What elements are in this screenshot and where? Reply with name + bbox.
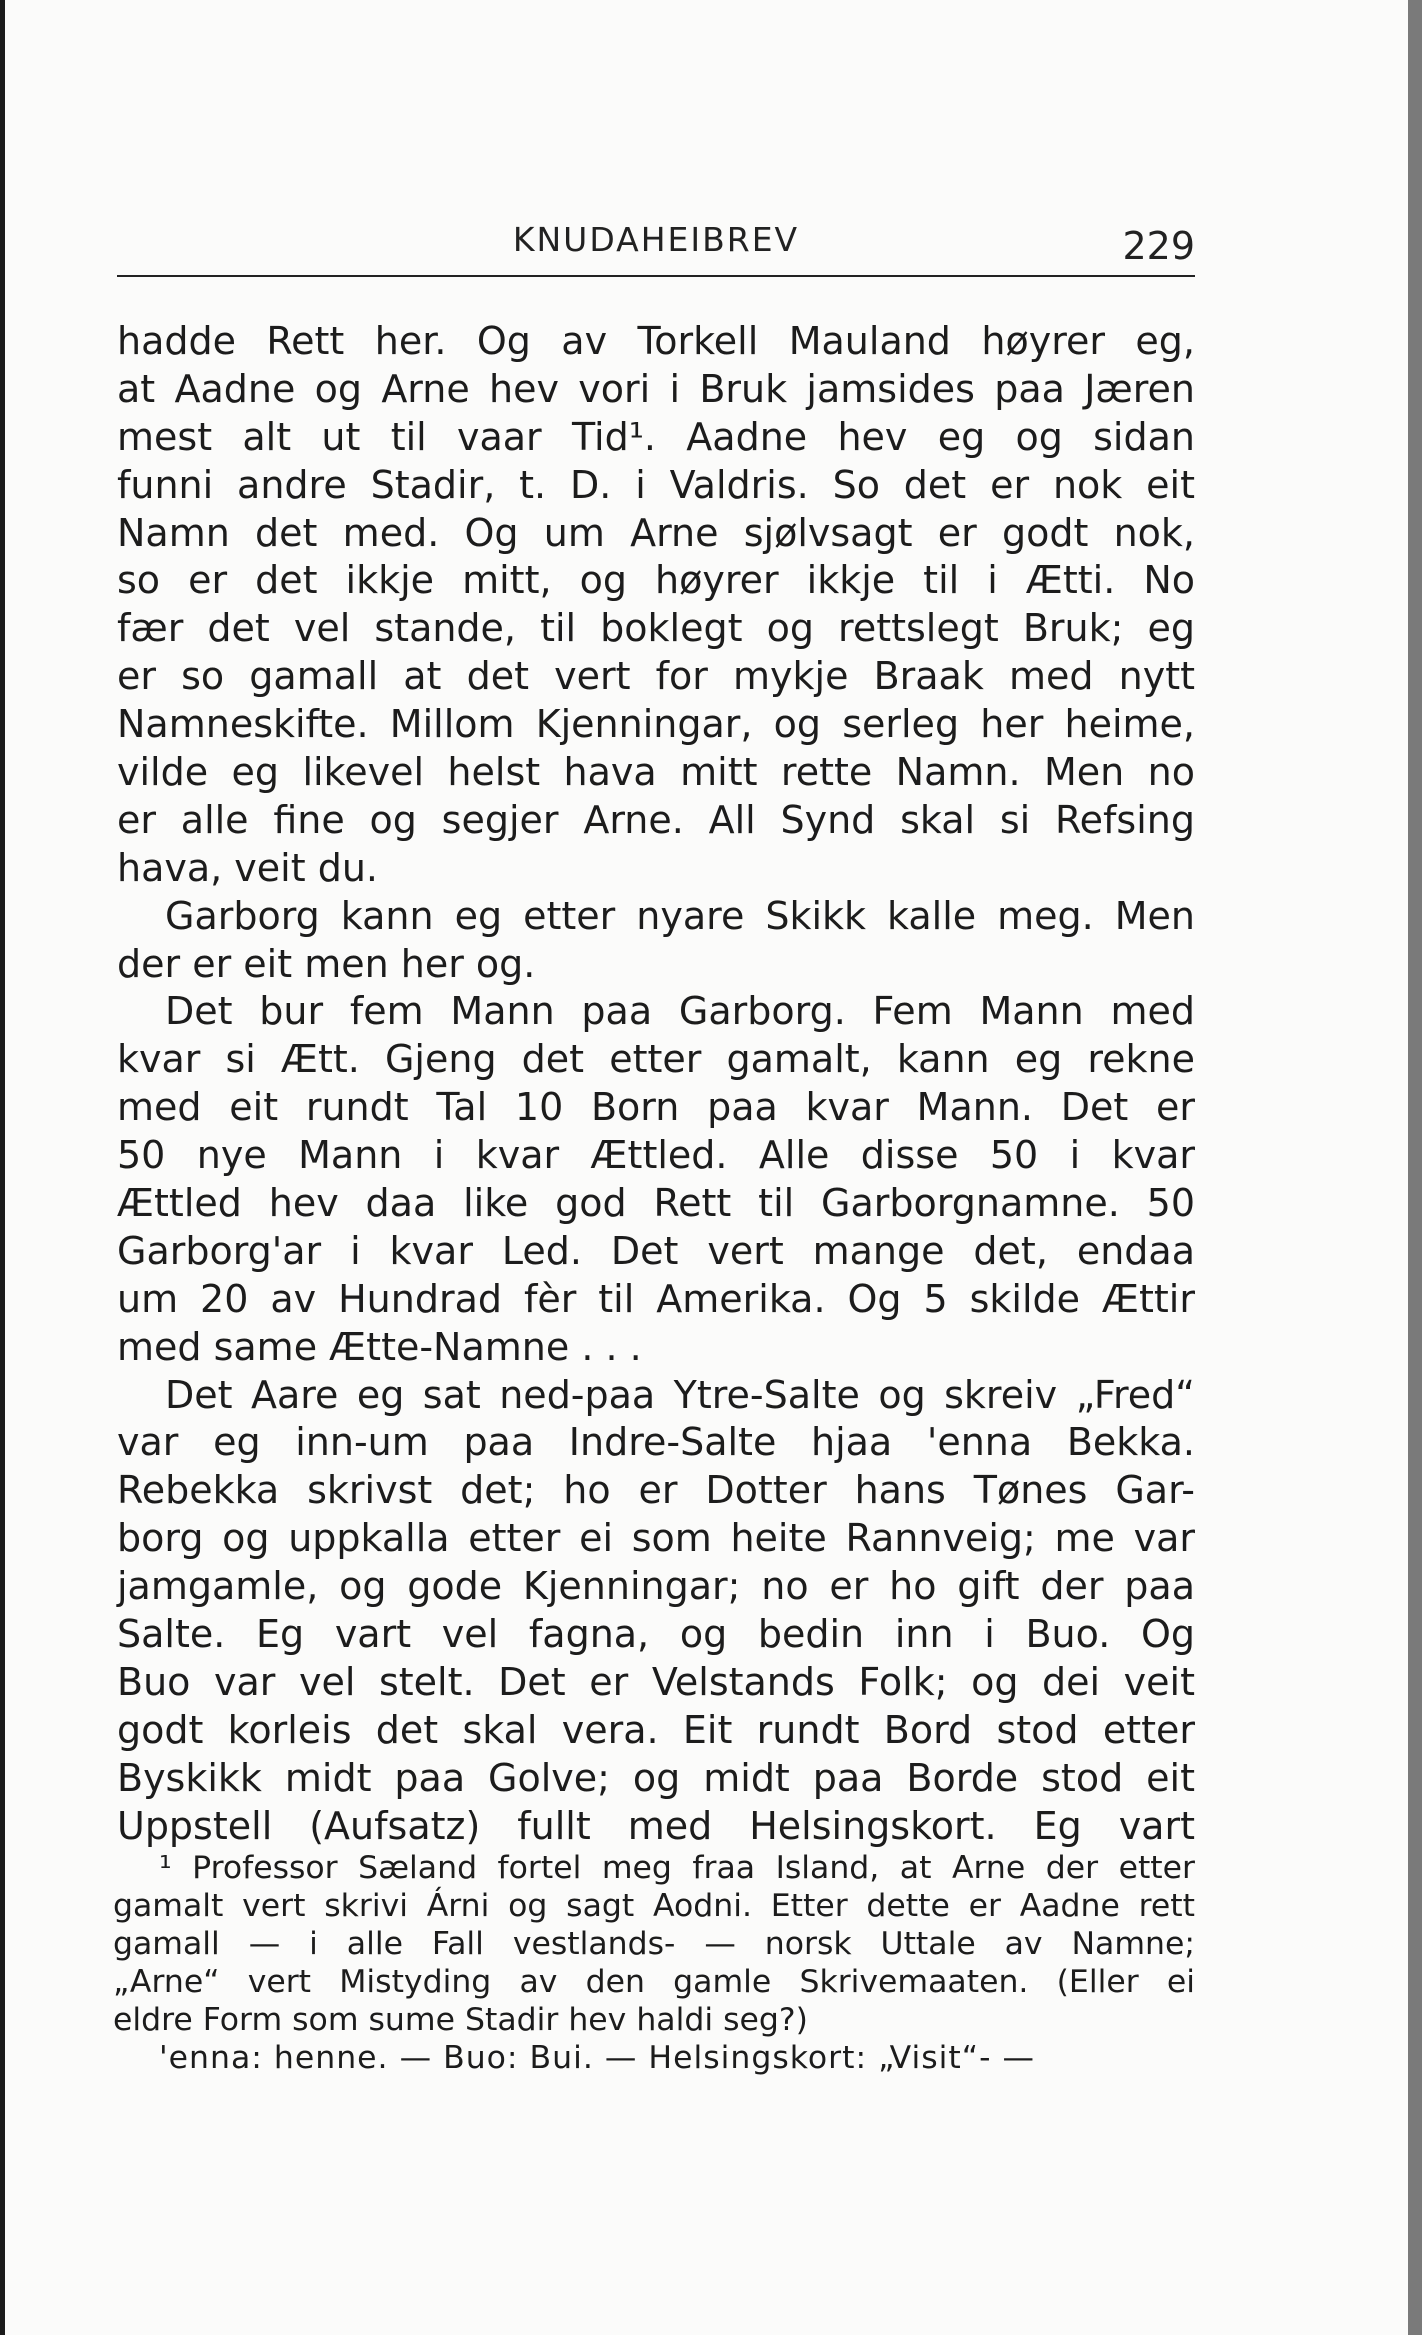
text-line: 50 nye Mann i kvar Ættled. Alle disse 50 i kvar xyxy=(117,1133,1195,1178)
text-line: Det Aare eg sat ned-paa Ytre-Salte og skreiv „Fred“ xyxy=(165,1372,1195,1417)
text-line: Salte. Eg vart vel fagna, og bedin inn i Buo. Og xyxy=(117,1612,1195,1657)
page-number: 229 xyxy=(1122,224,1195,268)
glossary-line: 'enna: henne. — Buo: Bui. — Helsingskort: „Visit“- — xyxy=(159,2040,1035,2076)
text-line: der er eit men her og. xyxy=(117,941,536,986)
text-line: med eit rundt Tal 10 Born paa kvar Mann. Det er xyxy=(117,1085,1195,1130)
text-line: Buo var vel stelt. Det er Velstands Folk; og dei veit xyxy=(117,1659,1195,1704)
scan-right-edge xyxy=(1408,0,1422,2335)
text-line: hadde Rett her. Og av Torkell Mauland høyrer eg, xyxy=(117,319,1195,363)
text-line: godt korleis det skal vera. Eit rundt Bord stod etter xyxy=(117,1707,1195,1752)
text-line: med same Ætte-Namne . . . xyxy=(117,1324,642,1369)
footnote-line: gamall — i alle Fall vestlands- — norsk Uttale av Namne; xyxy=(113,1926,1195,1962)
running-title: KNUDAHEIBREV xyxy=(512,220,800,259)
text-line: borg og uppkalla etter ei som heite Rannveig; me var xyxy=(117,1516,1195,1561)
footnote-line: „Arne“ vert Mistyding av den gamle Skrivemaaten. (Eller ei xyxy=(113,1964,1195,2000)
footnote-line: eldre Form som sume Stadir hev haldi seg?) xyxy=(113,2002,808,2038)
text-line: Rebekka skrivst det; ho er Dotter hans Tønes Gar- xyxy=(117,1468,1195,1513)
page-header xyxy=(117,215,1195,277)
text-line: Namneskifte. Millom Kjenningar, og serleg her heime, xyxy=(117,702,1195,747)
text-line: at Aadne og Arne hev vori i Bruk jamsides paa Jæren xyxy=(117,366,1195,411)
footnotes xyxy=(113,1849,1195,2077)
text-line: funni andre Stadir, t. D. i Valdris. So det er nok eit xyxy=(117,462,1195,507)
text-line: fær det vel stande, til boklegt og rettslegt Bruk; eg xyxy=(117,606,1195,651)
main-text xyxy=(117,318,1195,1851)
text-line: um 20 av Hundrad fèr til Amerika. Og 5 skilde Ættir xyxy=(117,1276,1195,1321)
text-line: hava, veit du. xyxy=(117,845,378,890)
text-line: Namn det med. Og um Arne sjølvsagt er godt nok, xyxy=(117,510,1195,555)
footnote-line: ¹ Professor Sæland fortel meg fraa Island, at Arne der etter xyxy=(159,1850,1195,1886)
text-line: kvar si Ætt. Gjeng det etter gamalt, kann eg rekne xyxy=(117,1037,1195,1082)
text-line: Byskikk midt paa Golve; og midt paa Borde stod eit xyxy=(117,1755,1195,1800)
text-line: er alle fine og segjer Arne. All Synd skal si Refsing xyxy=(117,797,1195,842)
text-line: jamgamle, og gode Kjenningar; no er ho gift der paa xyxy=(117,1564,1195,1609)
text-line: er so gamall at det vert for mykje Braak med nytt xyxy=(117,654,1195,699)
text-line: so er det ikkje mitt, og høyrer ikkje til i Ætti. No xyxy=(117,558,1195,603)
footnote-line: gamalt vert skrivi Árni og sagt Aodni. Etter dette er Aadne rett xyxy=(113,1888,1195,1924)
text-line: Garborg kann eg etter nyare Skikk kalle meg. Men xyxy=(165,893,1195,938)
text-line: vilde eg likevel helst hava mitt rette Namn. Men no xyxy=(117,750,1195,795)
text-line: mest alt ut til vaar Tid¹. Aadne hev eg og sidan xyxy=(117,414,1195,459)
text-line: Uppstell (Aufsatz) fullt med Helsingskort. Eg vart xyxy=(117,1803,1195,1848)
text-line: Garborg'ar i kvar Led. Det vert mange det, endaa xyxy=(117,1228,1195,1273)
text-line: Ættled hev daa like god Rett til Garborgnamne. 50 xyxy=(117,1181,1195,1226)
text-line: Det bur fem Mann paa Garborg. Fem Mann med xyxy=(165,989,1195,1034)
text-line: var eg inn-um paa Indre-Salte hjaa 'enna Bekka. xyxy=(117,1420,1195,1465)
